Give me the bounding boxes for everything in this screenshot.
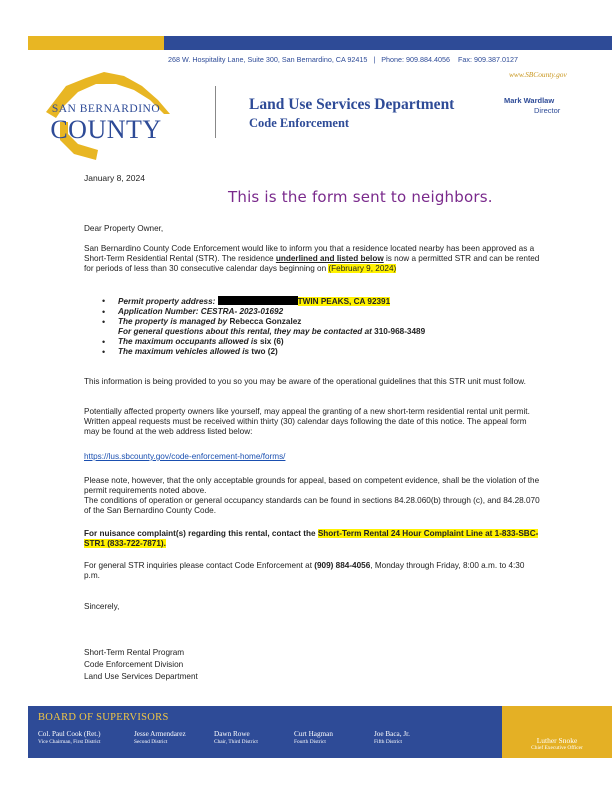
grounds-paragraph: Please note, however, that the only acceptable grounds for appeal, based on competent evidence, shall be the violation of the permit requirements noted above. — [84, 476, 540, 496]
division-name: Code Enforcement — [249, 116, 350, 130]
board-title: BOARD OF SUPERVISORS — [38, 712, 169, 723]
letter-date: January 8, 2024 — [84, 173, 145, 183]
intro-underlined: underlined and listed below — [275, 254, 384, 264]
max-vehicles: two (2) — [251, 347, 278, 356]
appeal-form-link[interactable]: https://lus.sbcounty.gov/code-enforcement-home/forms/ — [84, 452, 286, 461]
handwritten-note: This is the form sent to neighbors. — [228, 188, 493, 206]
intro-text-b: is now a permitted STR and can be rented for periods of less than 30 consecutive calendar days beginning on — [84, 254, 540, 274]
signature-line-1: Short-Term Rental Program — [84, 648, 185, 657]
address-highlight: TWIN PEAKS, CA 92391 — [297, 297, 391, 306]
office-phone: Phone: 909.884.4056 — [381, 55, 450, 64]
supervisor-5: Joe Baca, Jr. Fifth District — [374, 730, 410, 745]
start-date-highlight: (February 9, 2024) — [328, 264, 397, 274]
permit-details-list — [102, 296, 542, 357]
supervisor-4: Curt Hagman Fourth District — [294, 730, 333, 745]
conditions-paragraph: The conditions of operation or general occupancy standards can be found in sections 84.28.060(b) through (c), and 84.28.070 of the San Bernardino County Code. — [84, 496, 540, 516]
complaint-line-highlight: Short-Term Rental 24 Hour Complaint Line at 1-833-SBC-STR1 (833-722-7871). — [84, 529, 539, 549]
intro-paragraph — [84, 244, 540, 275]
header-gold-band — [28, 36, 164, 50]
appeal-paragraph: Potentially affected property owners like yourself, may appeal the granting of a new short-term residential rental unit permit. Written appeal requests must be received within thirty (30) calendar days following the date of this notice. The appeal form may be found at the web address listed below: — [84, 407, 530, 437]
board-footer — [28, 706, 612, 758]
info-paragraph: This information is being provided to you so you may be aware of the operational guidelines that this STR unit must follow. — [84, 377, 526, 386]
director-name: Mark Wardlaw — [504, 96, 555, 105]
department-name: Land Use Services Department — [249, 96, 455, 113]
list-item: • The maximum occupants allowed is six (6) — [102, 337, 542, 347]
code-enforcement-phone: (909) 884-4056 — [314, 561, 371, 570]
website-link[interactable]: www.SBCounty.gov — [509, 70, 567, 79]
general-inquiries-paragraph: For general STR inquiries please contact Code Enforcement at (909) 884-4056, Monday through Friday, 8:00 a.m. to 4:30 p.m. — [84, 561, 525, 581]
intro-text-a: San Bernardino County Code Enforcement would like to inform you that a residence located nearby has been approved as a Short-Term Residential Rental (STR). The residence — [84, 244, 535, 264]
list-item: For general questions about this rental, they may be contacted at 310-968-3489 — [118, 327, 426, 336]
manager-phone: 310-968-3489 — [374, 327, 426, 336]
signature-line-2: Code Enforcement Division — [84, 660, 184, 669]
closing: Sincerely, — [84, 602, 120, 611]
redacted-address — [218, 296, 298, 305]
contact-line: 268 W. Hospitality Lane, Suite 300, San Bernardino, CA 92415 | Phone: 909.884.4056 Fax: 909.387.0127 — [168, 55, 518, 64]
list-item: • Application Number: CESTRA- 2023-01692 — [102, 307, 542, 317]
salutation: Dear Property Owner, — [84, 224, 164, 233]
director-title: Director — [534, 106, 561, 115]
office-address: 268 W. Hospitality Lane, Suite 300, San Bernardino, CA 92415 — [168, 55, 368, 64]
county-seal-icon — [38, 70, 188, 162]
office-fax: Fax: 909.387.0127 — [458, 55, 518, 64]
ceo-block: Luther Snoke Chief Executive Officer — [531, 736, 583, 751]
header-blue-band — [164, 36, 612, 50]
signature-line-3: Land Use Services Department — [84, 672, 198, 681]
supervisor-3: Dawn Rowe Chair, Third District — [214, 730, 258, 745]
list-item: • The property is managed by Rebecca Gonzalez — [102, 317, 542, 327]
logo-line2: COUNTY — [50, 115, 162, 144]
list-item: • Permit property address: TWIN PEAKS, CA 92391 — [102, 296, 542, 307]
supervisor-2: Jesse Armendarez Second District — [134, 730, 186, 745]
header-divider — [215, 86, 216, 138]
supervisor-1: Col. Paul Cook (Ret.) Vice Chairman, First District — [38, 730, 101, 745]
nuisance-paragraph: For nuisance complaint(s) regarding this rental, contact the Short-Term Rental 24 Hour Complaint Line at 1-833-SBC-STR1 (833-722-7871). — [84, 529, 539, 549]
logo-line1: SAN BERNARDINO — [51, 103, 161, 115]
manager-name: Rebecca Gonzalez — [229, 317, 302, 326]
header-color-bar — [28, 36, 612, 50]
max-occupants: six (6) — [259, 337, 284, 346]
county-logo — [38, 70, 188, 162]
list-item: • The maximum vehicles allowed is two (2) — [102, 347, 542, 357]
